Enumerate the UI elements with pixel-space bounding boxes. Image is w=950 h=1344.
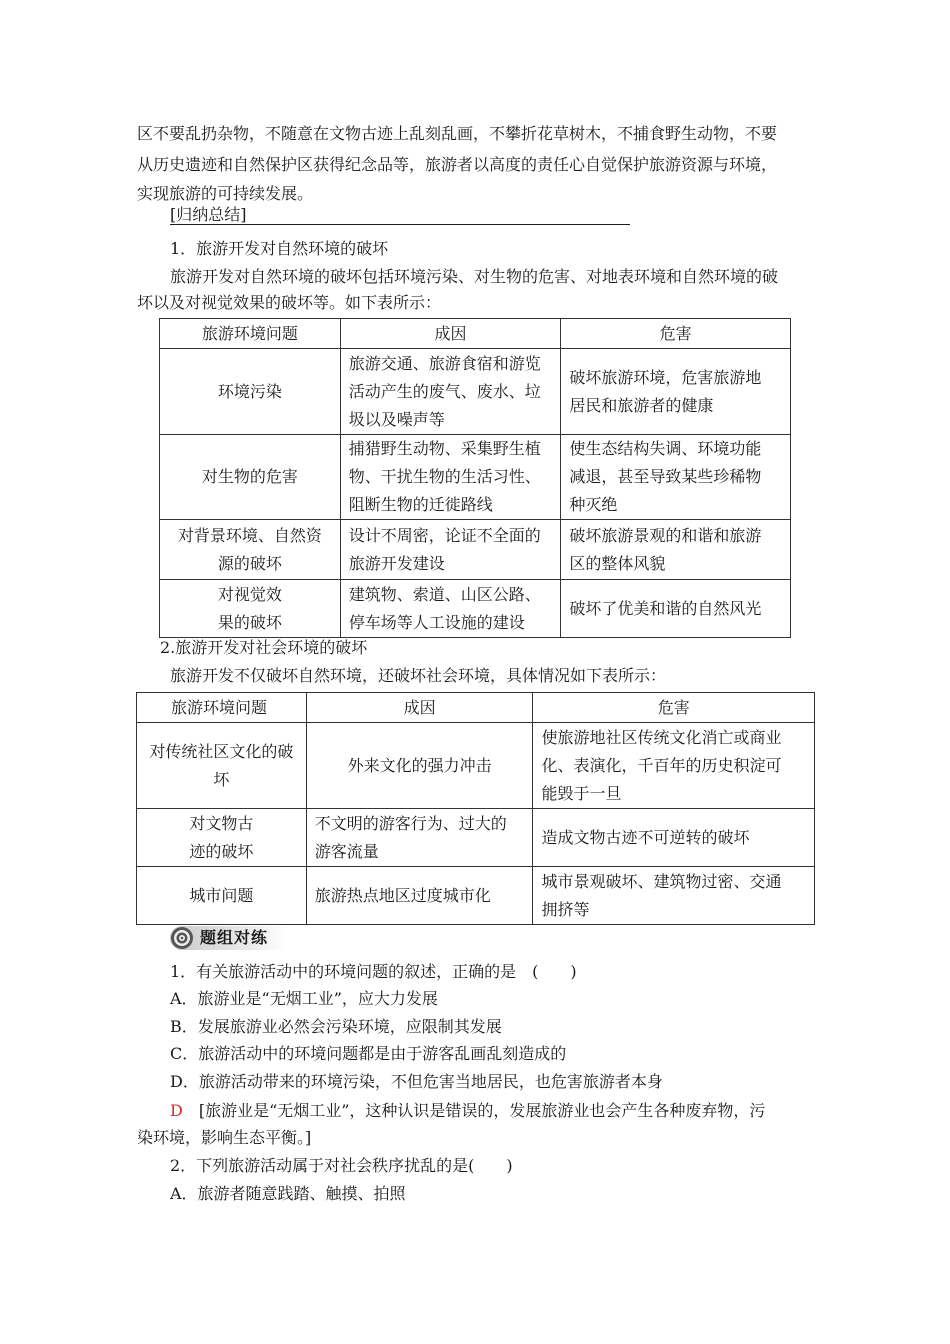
intro-line: 实现旅游的可持续发展。: [137, 184, 314, 203]
cause-cell: 不文明的游客行为、过大的 游客流量: [306, 809, 533, 867]
section1-desc: 坏以及对视觉效果的破坏等。如下表所示：: [137, 293, 442, 312]
social-environment-table: [136, 692, 815, 925]
table-row: [137, 723, 815, 809]
option: C．旅游活动中的环境问题都是由于游客乱画乱刻造成的: [170, 1044, 567, 1063]
section1-desc: 旅游开发对自然环境的破坏包括环境污染、对生物的危害、对地表环境和自然环境的破: [170, 267, 779, 286]
problem-cell: 对生物的危害: [160, 435, 341, 520]
harm-cell: 造成文物古迹不可逆转的破坏: [533, 809, 815, 867]
section1-title: 1．旅游开发对自然环境的破坏: [170, 239, 389, 258]
table-header: 危害: [533, 693, 815, 723]
table-header: 旅游环境问题: [137, 693, 307, 723]
practice-badge-label: 题组对练: [200, 928, 269, 947]
table-row: [137, 809, 815, 867]
question-stem: 1．有关旅游活动中的环境问题的叙述，正确的是 ( ): [170, 962, 577, 981]
cause-cell: 旅游热点地区过度城市化: [306, 867, 533, 925]
cause-cell: 建筑物、索道、山区公路、 停车场等人工设施的建设: [340, 580, 561, 638]
explanation-text: [旅游业是“无烟工业”，这种认识是错误的，发展旅游业也会产生各种废弃物，污: [182, 1101, 766, 1120]
natural-environment-table: [159, 318, 791, 638]
intro-line: 从历史遗迹和自然保护区获得纪念品等，旅游者以高度的责任心自觉保护旅游资源与环境，: [137, 155, 778, 174]
cause-cell: 外来文化的强力冲击: [306, 723, 533, 809]
harm-cell: 使旅游地社区传统文化消亡或商业 化、表演化，千百年的历史积淀可 能毁于一旦: [533, 723, 815, 809]
cause-cell: 旅游交通、旅游食宿和游览 活动产生的废气、废水、垃 圾以及噪声等: [340, 349, 561, 435]
table-row: [160, 435, 791, 520]
problem-cell: 城市问题: [137, 867, 307, 925]
table-row: [160, 580, 791, 638]
table-header: 成因: [340, 319, 561, 349]
intro-line: 区不要乱扔杂物，不随意在文物古迹上乱刻乱画，不攀折花草树木，不捕食野生动物，不要: [137, 124, 778, 143]
table-header: 成因: [306, 693, 533, 723]
cause-cell: 捕猎野生动物、采集野生植 物、干扰生物的生活习性、 阻断生物的迁徙路线: [340, 435, 561, 520]
table-row: [137, 867, 815, 925]
harm-cell: 破坏了优美和谐的自然风光: [561, 580, 791, 638]
section2-desc: 旅游开发不仅破坏自然环境，还破坏社会环境，具体情况如下表所示：: [170, 666, 667, 685]
option: B．发展旅游业必然会污染环境，应限制其发展: [170, 1017, 502, 1036]
harm-cell: 破坏旅游环境，危害旅游地 居民和旅游者的健康: [561, 349, 791, 435]
option: A．旅游业是“无烟工业”，应大力发展: [170, 989, 438, 1008]
question-stem: 2．下列旅游活动属于对社会秩序扰乱的是( ): [170, 1156, 513, 1175]
answer-explanation: [170, 1101, 765, 1121]
summary-heading-text: [归纳总结]: [170, 205, 247, 224]
table-header: 危害: [561, 319, 791, 349]
section2-title: 2.旅游开发对社会环境的破坏: [160, 638, 368, 657]
problem-cell: 对文物古 迹的破坏: [137, 809, 307, 867]
harm-cell: 使生态结构失调、环境功能 减退，甚至导致某些珍稀物 种灭绝: [561, 435, 791, 520]
cause-cell: 设计不周密，论证不全面的 旅游开发建设: [340, 520, 561, 580]
table-row: [160, 520, 791, 580]
harm-cell: 城市景观破坏、建筑物过密、交通 拥挤等: [533, 867, 815, 925]
problem-cell: 对背景环境、自然资 源的破坏: [160, 520, 341, 580]
harm-cell: 破坏旅游景观的和谐和旅游 区的整体风貌: [561, 520, 791, 580]
table-header: 旅游环境问题: [160, 319, 341, 349]
explanation-text: 染环境，影响生态平衡。]: [137, 1128, 312, 1147]
table-row: [160, 349, 791, 435]
problem-cell: 环境污染: [160, 349, 341, 435]
option: D．旅游活动带来的环境污染，不但危害当地居民，也危害旅游者本身: [170, 1072, 663, 1091]
option: A．旅游者随意践踏、触摸、拍照: [170, 1184, 406, 1203]
problem-cell: 对视觉效 果的破坏: [160, 580, 341, 638]
answer-letter: D: [170, 1101, 183, 1120]
practice-badge: [170, 926, 286, 950]
summary-heading: [170, 206, 630, 225]
target-icon: [170, 926, 194, 950]
problem-cell: 对传统社区文化的破 坏: [137, 723, 307, 809]
